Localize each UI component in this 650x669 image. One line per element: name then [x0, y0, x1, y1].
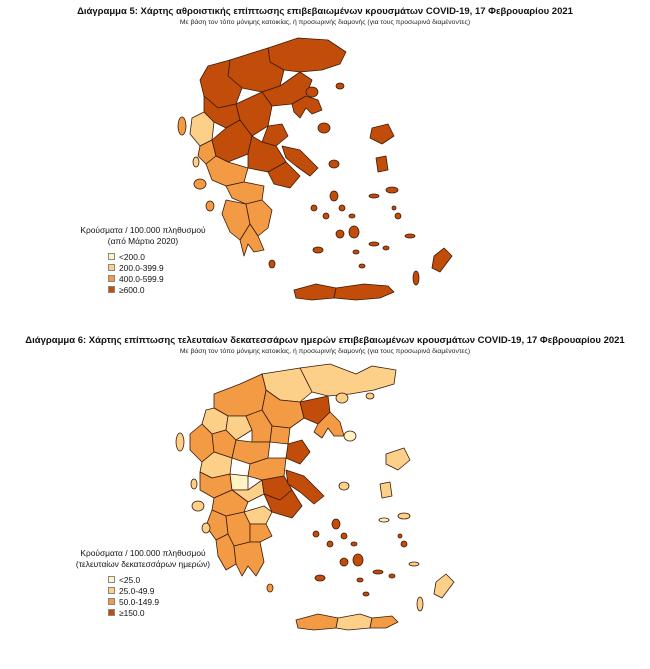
legend-swatch: [108, 264, 115, 271]
legend-swatch: [108, 587, 115, 594]
region-evrytania: [230, 474, 248, 490]
legend-swatch: [108, 286, 115, 293]
island-lefkada: [191, 479, 197, 489]
map2-legend-item: [108, 596, 218, 607]
region-laconia: [234, 542, 264, 576]
island-naxos: [353, 554, 363, 566]
legend-label: <200.0: [119, 251, 145, 262]
island-milos: [315, 575, 325, 581]
island-naxos: [349, 226, 359, 238]
island-crete-west: [296, 614, 338, 630]
island-limnos: [344, 431, 356, 441]
island-rhodes: [434, 574, 454, 598]
region-west-macedonia: [214, 374, 266, 416]
legend-label: 50.0-149.9: [119, 596, 160, 607]
map1-legend-title: Κρούσματα / 100.000 πληθυσμού: [80, 225, 206, 235]
island-skyros: [329, 160, 339, 168]
legend-swatch: [108, 253, 115, 260]
island-santorini: [359, 264, 365, 268]
island-tinos: [341, 533, 347, 539]
island-santorini: [363, 592, 369, 596]
region-pieria: [270, 426, 290, 444]
island-rhodes: [432, 248, 452, 272]
island-amorgos: [373, 570, 383, 574]
island-corfu: [178, 117, 186, 135]
region-argolida: [250, 524, 272, 542]
island-karpathos: [413, 271, 419, 285]
island-paros: [336, 230, 344, 238]
island-zakynthos: [202, 523, 210, 533]
island-lesvos: [370, 124, 394, 144]
legend-label: ≥600.0: [119, 284, 145, 295]
legend-label: 200.0-399.9: [119, 262, 164, 273]
island-kea: [311, 205, 317, 211]
island-mykonos: [351, 542, 357, 546]
island-milos: [313, 247, 323, 253]
island-kefalonia: [192, 501, 204, 511]
region-thrace: [300, 364, 396, 396]
island-crete-east: [370, 616, 398, 628]
island-crete-central: [336, 614, 372, 630]
island-paros: [340, 558, 348, 566]
island-syros: [323, 213, 329, 219]
legend-label: <25.0: [119, 574, 141, 585]
island-chios: [380, 482, 392, 498]
map2-legend-subtitle: (τελευταίων δεκατεσσάρων ημερών): [75, 559, 211, 569]
island-ios: [353, 250, 359, 254]
island-andros: [330, 191, 338, 201]
island-ikaria: [379, 518, 389, 522]
island-astypalaia: [383, 246, 389, 250]
legend-swatch: [108, 576, 115, 583]
region-magnesia: [286, 440, 310, 464]
map2-legend-title: Κρούσματα / 100.000 πληθυσμού: [80, 548, 206, 558]
island-kos: [409, 562, 419, 566]
island-kefalonia: [194, 179, 206, 189]
map1-legend-item: [108, 273, 218, 284]
region-thrace: [268, 38, 346, 72]
island-andros: [332, 519, 340, 529]
island-chios: [376, 156, 388, 172]
island-ios: [357, 578, 363, 582]
map2-legend-item: [108, 585, 218, 596]
island-amorgos: [369, 242, 379, 246]
island-crete-west: [294, 284, 336, 300]
map1-legend-item: [108, 251, 218, 262]
map2-subtitle: Με βάση τον τόπο μόνιμης κατοικίας, ή προσωρινής διαμονής (για τους προσωρινά διαμένοντες): [179, 348, 471, 355]
island-samos: [398, 513, 410, 519]
island-lefkada: [193, 157, 199, 167]
island-syros: [327, 541, 333, 547]
island-ikaria: [369, 194, 379, 198]
island-karpathos: [417, 597, 423, 611]
legend-swatch: [108, 598, 115, 605]
map2-legend: [68, 548, 218, 618]
island-samothrace: [366, 393, 374, 399]
island-mykonos: [349, 214, 355, 218]
island-limnos: [318, 123, 330, 133]
island-thasos: [336, 393, 348, 403]
island-corfu: [176, 433, 184, 451]
island-astypalaia: [389, 574, 395, 578]
island-samos: [386, 187, 398, 193]
map2-title: Διάγραμμα 6: Χάρτης επίπτωσης τελευταίων δεκατεσσάρων ημερών επιβεβαιωμένων κρουσμάτων COVID-19, 17 Φεβρουαρίου 2021: [25, 335, 625, 346]
island-kos: [405, 234, 415, 238]
map2-legend-item: [108, 607, 218, 618]
island-leros: [392, 206, 396, 210]
island-skyros: [339, 482, 349, 490]
island-zakynthos: [206, 201, 214, 211]
legend-swatch: [108, 609, 115, 616]
legend-label: 25.0-49.9: [119, 585, 155, 596]
island-samothrace: [336, 83, 344, 89]
legend-label: ≥150.0: [119, 607, 145, 618]
map1-title: Διάγραμμα 5: Χάρτης αθροιστικής επίπτωσης επιβεβαιωμένων κρουσμάτων COVID-19, 17 Φεβρουαρίου 2021: [77, 6, 573, 17]
map1-legend-item: [108, 262, 218, 273]
map1-legend: [68, 225, 218, 295]
island-tinos: [339, 205, 345, 211]
island-kalymnos: [395, 213, 401, 219]
island-crete-east: [334, 284, 394, 300]
legend-label: 400.0-599.9: [119, 273, 164, 284]
island-kythira: [269, 260, 275, 268]
map1-subtitle: Με βάση τον τόπο μόνιμης κατοικίας, ή προσωρινής διαμονής (για τους προσωρινά διαμένοντες): [179, 19, 471, 26]
map1-legend-subtitle: (από Μάρτιο 2020): [107, 236, 179, 246]
island-kea: [313, 531, 319, 537]
map1-legend-item: [108, 284, 218, 295]
island-kalymnos: [401, 541, 407, 547]
island-thasos: [306, 87, 318, 97]
legend-swatch: [108, 275, 115, 282]
island-leros: [398, 534, 402, 538]
island-kythira: [267, 584, 273, 592]
island-lesvos: [386, 448, 410, 470]
map2-legend-item: [108, 574, 218, 585]
